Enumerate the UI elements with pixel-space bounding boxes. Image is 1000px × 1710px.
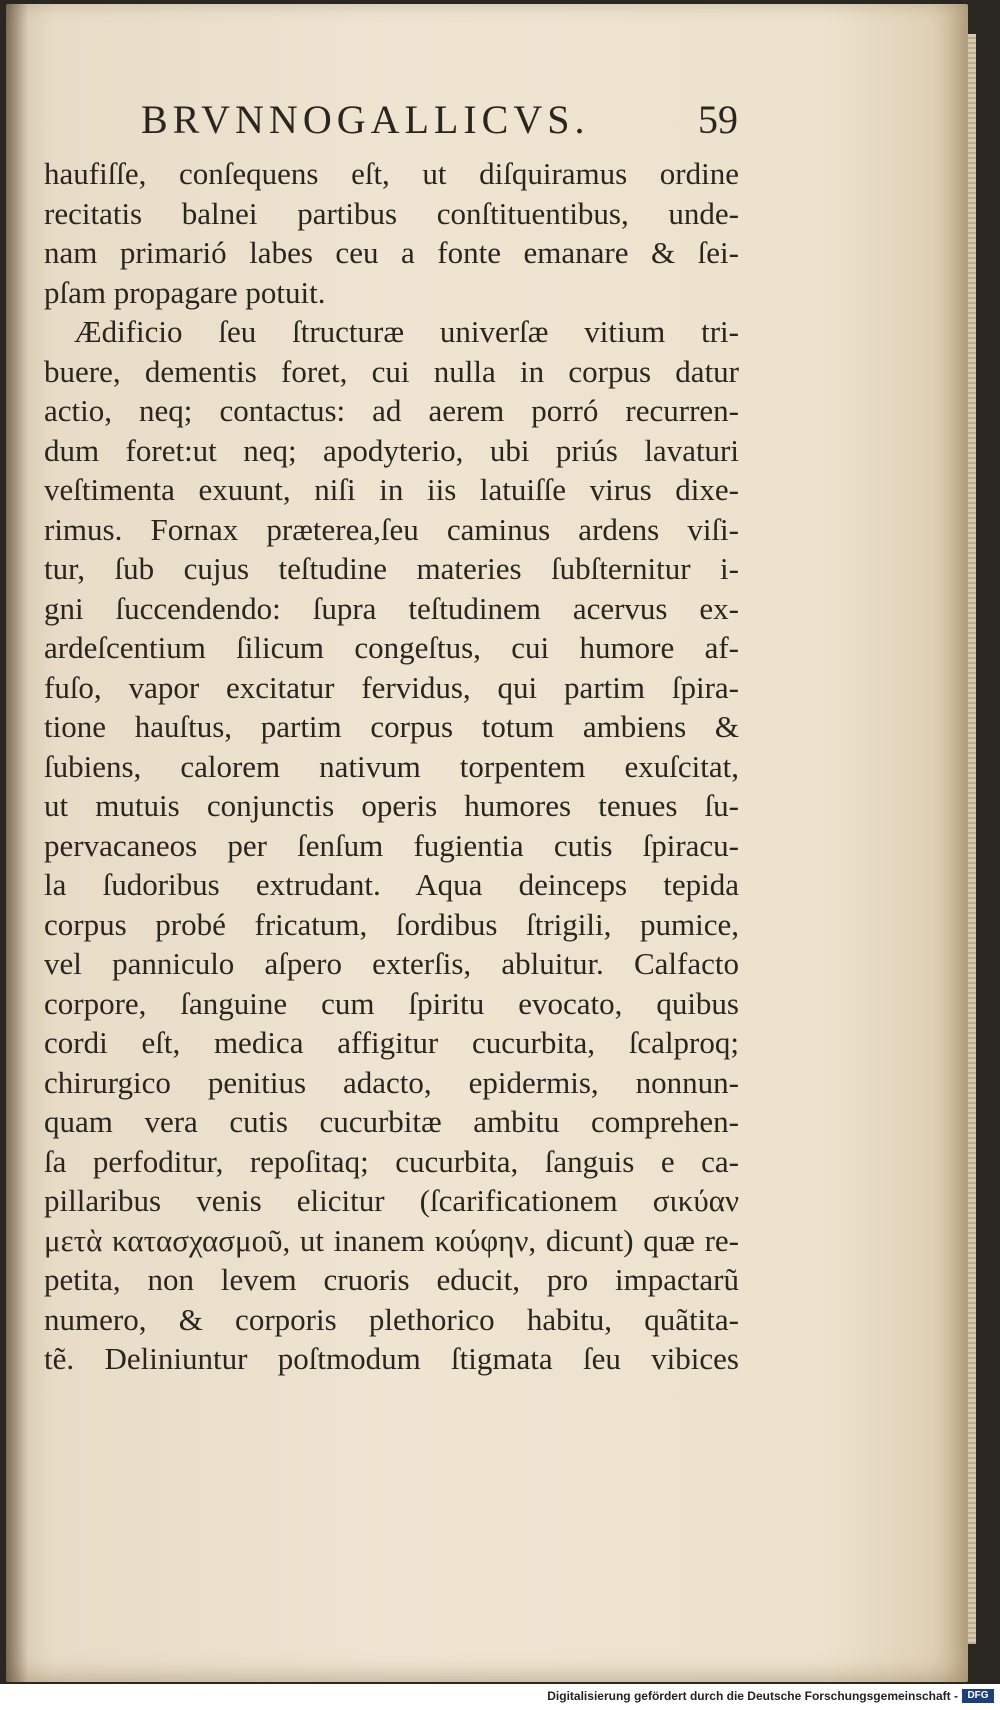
text-line: dum foret:ut neq; apodyterio, ubi priús lavaturi [44,432,739,468]
text-line: recitatis balnei partibus conſtituentibus, unde- [44,195,739,231]
text-line: μετὰ κατασχασμοῦ, ut inanem κούφην, dicunt) quæ re- [44,1222,739,1258]
book-page [6,4,968,1682]
text-line: tur, ſub cujus teſtudine materies ſubſternitur i- [44,551,739,586]
text-line: chirurgico penitius adacto, epidermis, nonnun- [44,1064,739,1100]
text-line: Ædificio ſeu ſtructuræ univerſæ vitium tri- [74,314,739,349]
body-text [44,154,739,1379]
text-line: haufiſſe, conſequens eſt, ut diſquiramus ordine [44,156,739,191]
text-line: quam vera cutis cucurbitæ ambitu comprehen- [44,1104,739,1139]
text-line: pſam propagare potuit. [44,274,326,310]
text-line: ſa perfoditur, repoſitaq; cucurbita, ſanguis e ca- [44,1143,739,1179]
text-line: pervacaneos per ſenſum fugientia cutis ſpiracu- [44,827,739,863]
text-line: buere, dementis foret, cui nulla in corpus datur [44,353,739,389]
text-line: ardeſcentium ſilicum congeſtus, cui humore af- [44,630,739,665]
text-line: veſtimenta exuunt, niſi in iis latuiſſe virus dixe- [44,472,739,507]
text-line: corpus probé fricatum, ſordibus ſtrigili, pumice, [44,906,739,942]
text-line: corpore, ſanguine cum ſpiritu evocato, quibus [44,985,739,1021]
spine-shadow [6,4,28,1682]
page-number: 59 [698,97,738,142]
text-line: numero, & corporis plethorico habitu, quãtita- [44,1301,739,1337]
page-fore-edge [968,34,976,1644]
text-line: tione hauſtus, partim corpus totum ambiens & [44,709,739,744]
text-line: nam primarió labes ceu a fonte emanare & ſei- [44,235,739,270]
digitization-footer [0,1684,1000,1710]
text-line: rimus. Fornax præterea,ſeu caminus ardens viſi- [44,511,739,547]
funding-credit: Digitalisierung gefördert durch die Deutsche Forschungsgemeinschaft - [547,1689,958,1703]
text-line: actio, neq; contactus: ad aerem porró recurren- [44,393,739,428]
text-line: cordi eſt, medica affigitur cucurbita, ſcalproq; [44,1025,739,1060]
text-line: petita, non levem cruoris educit, pro impactarũ [44,1262,739,1297]
text-line: ut mutuis conjunctis operis humores tenues ſu- [44,788,739,823]
text-line: gni ſuccendendo: ſupra teſtudinem acervus ex- [44,590,739,626]
text-line: ſubiens, calorem nativum torpentem exuſcitat, [44,748,739,784]
text-line: la ſudoribus extrudant. Aqua deinceps tepida [44,867,739,902]
text-line: pillaribus venis elicitur (ſcarificationem σικύαν [44,1183,739,1218]
dfg-logo: DFG [962,1689,994,1703]
text-line: vel panniculo aſpero exterſis, abluitur. Calfacto [44,946,739,981]
text-line: fuſo, vapor excitatur fervidus, qui partim ſpira- [44,669,739,705]
running-head: BRVNNOGALLICVS. [141,97,590,142]
text-line: tẽ. Deliniuntur poſtmodum ſtigmata ſeu vibices [44,1341,739,1376]
